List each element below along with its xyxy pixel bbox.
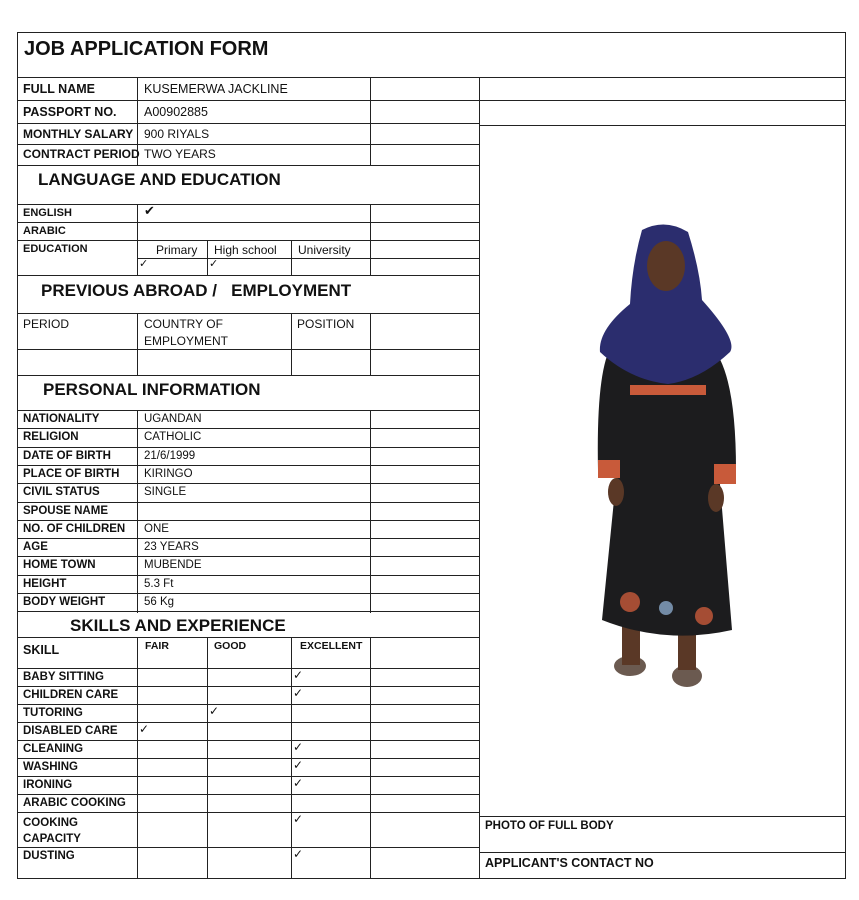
right-top-row-line-2 — [479, 125, 846, 126]
personal-row-label: AGE — [23, 541, 48, 554]
left-hand — [608, 478, 624, 506]
applicant-photo — [590, 220, 740, 695]
education-high-school: High school — [214, 243, 277, 257]
row-line — [17, 502, 479, 503]
skill-row-label: WASHING — [23, 761, 78, 773]
col-line — [207, 240, 208, 275]
row-line — [17, 668, 479, 669]
abroad-section-title: PREVIOUS ABROAD / EMPLOYMENT — [41, 281, 352, 300]
skill-check-excellent: ✓ — [293, 668, 304, 682]
skill-check-excellent: ✓ — [293, 740, 304, 754]
language-section-title: LANGUAGE AND EDUCATION — [38, 170, 281, 189]
good-header: GOOD — [214, 640, 247, 652]
personal-row-label: PLACE OF BIRTH — [23, 467, 120, 480]
row-line — [17, 740, 479, 741]
passport-label: PASSPORT NO. — [23, 105, 117, 119]
arabic-label: ARABIC — [23, 225, 66, 237]
row-line — [17, 165, 479, 166]
contact-label: APPLICANT'S CONTACT NO — [485, 856, 654, 870]
left-cuff — [598, 460, 620, 478]
personal-row-label: SPOUSE NAME — [23, 504, 108, 517]
skill-check-excellent: ✓ — [293, 812, 304, 826]
personal-row-label: NO. OF CHILDREN — [23, 522, 126, 535]
skill-check-excellent: ✓ — [293, 686, 304, 700]
skill-check-excellent: ✓ — [293, 847, 304, 861]
skill-row-label: ARABIC COOKING — [23, 797, 126, 809]
belt — [630, 385, 706, 395]
row-line — [17, 611, 479, 612]
skill-row-label: COOKING CAPACITY — [23, 817, 81, 845]
row-line — [17, 375, 479, 376]
right-hand — [708, 484, 724, 512]
skill-row-label: DUSTING — [23, 850, 75, 862]
personal-row-label: HEIGHT — [23, 577, 67, 590]
row-line — [17, 520, 479, 521]
fair-header: FAIR — [145, 640, 169, 652]
col-line — [370, 410, 371, 613]
col-line — [137, 313, 138, 375]
full-name-value: KUSEMERWA JACKLINE — [144, 82, 288, 96]
row-line — [17, 447, 479, 448]
personal-row-value: UGANDAN — [144, 413, 202, 425]
high-school-check: ✓ — [209, 258, 219, 270]
abroad-country-header: COUNTRY OF EMPLOYMENT — [144, 317, 229, 348]
skill-row-label: TUTORING — [23, 707, 83, 719]
personal-row-value: 5.3 Ft — [144, 577, 174, 590]
right-top-row-line — [479, 100, 846, 101]
personal-row-value: ONE — [144, 522, 169, 535]
salary-value: 900 RIYALS — [144, 127, 210, 141]
row-line — [17, 222, 479, 223]
personal-row-label: DATE OF BIRTH — [23, 449, 111, 462]
row-line — [17, 275, 479, 276]
row-line — [17, 686, 479, 687]
row-line — [17, 100, 479, 101]
skill-row-label: DISABLED CARE — [23, 725, 118, 737]
contract-label: CONTRACT PERIOD — [23, 147, 140, 161]
left-right-split — [479, 77, 480, 879]
personal-row-value: 56 Kg — [144, 596, 175, 608]
embroidery — [695, 607, 713, 625]
title-divider — [17, 77, 846, 78]
row-line — [137, 258, 479, 259]
passport-value: A00902885 — [144, 105, 208, 119]
row-line — [17, 593, 479, 594]
personal-row-label: RELIGION — [23, 431, 79, 444]
salary-label: MONTHLY SALARY — [23, 127, 134, 141]
skill-row-label: IRONING — [23, 779, 73, 791]
row-line — [17, 776, 479, 777]
right-cuff — [714, 464, 736, 484]
skill-header: SKILL — [23, 643, 60, 657]
skills-section-title: SKILLS AND EXPERIENCE — [70, 616, 286, 635]
row-line — [17, 428, 479, 429]
col-line — [137, 410, 138, 613]
full-name-label: FULL NAME — [23, 82, 95, 96]
personal-row-value: CATHOLIC — [144, 431, 202, 444]
education-university: University — [298, 243, 351, 257]
left-leg — [622, 625, 640, 665]
english-label: ENGLISH — [23, 207, 72, 219]
row-line — [17, 313, 479, 314]
row-line — [17, 722, 479, 723]
excellent-header: EXCELLENT — [300, 640, 363, 652]
row-line — [17, 204, 479, 205]
row-line — [17, 240, 479, 241]
row-line — [17, 538, 479, 539]
row-line — [17, 704, 479, 705]
personal-row-value: KIRINGO — [144, 467, 193, 480]
personal-row-label: HOME TOWN — [23, 559, 96, 572]
abroad-period-header: PERIOD — [23, 317, 70, 331]
embroidery — [620, 592, 640, 612]
education-label: EDUCATION — [23, 243, 88, 255]
row-line — [17, 410, 479, 411]
education-primary: Primary — [156, 243, 198, 257]
row-line — [17, 123, 479, 124]
skill-check-excellent: ✓ — [293, 776, 304, 790]
photo-caption-line — [479, 816, 846, 817]
col-line — [137, 204, 138, 275]
skill-row-label: CHILDREN CARE — [23, 689, 119, 701]
photo-caption: PHOTO OF FULL BODY — [485, 820, 614, 832]
personal-row-label: CIVIL STATUS — [23, 486, 100, 499]
col-line — [370, 204, 371, 275]
contract-value: TWO YEARS — [144, 147, 216, 161]
primary-check: ✓ — [139, 258, 149, 270]
row-line — [17, 637, 479, 638]
row-line — [17, 144, 479, 145]
skill-row-label: BABY SITTING — [23, 671, 104, 683]
personal-row-label: NATIONALITY — [23, 413, 100, 425]
row-line — [17, 812, 479, 813]
row-line — [17, 465, 479, 466]
personal-row-label: BODY WEIGHT — [23, 596, 106, 608]
skill-row-label: CLEANING — [23, 743, 84, 755]
right-leg — [678, 630, 696, 670]
row-line — [17, 758, 479, 759]
row-line — [17, 575, 479, 576]
english-check: ✔ — [144, 203, 155, 218]
personal-row-value: SINGLE — [144, 486, 187, 499]
form-title: JOB APPLICATION FORM — [24, 38, 269, 60]
row-line — [17, 556, 479, 557]
face — [647, 241, 685, 291]
personal-section-title: PERSONAL INFORMATION — [43, 380, 261, 399]
embroidery — [659, 601, 673, 615]
row-line — [17, 483, 479, 484]
row-line — [17, 794, 479, 795]
col-line-3 — [370, 77, 371, 165]
personal-row-value: 23 YEARS — [144, 541, 199, 554]
abroad-position-header: POSITION — [297, 317, 355, 331]
skill-check-good: ✓ — [209, 704, 220, 718]
skill-check-excellent: ✓ — [293, 758, 304, 772]
col-line — [291, 240, 292, 275]
col-line — [370, 313, 371, 375]
row-line — [17, 847, 479, 848]
skill-check-fair: ✓ — [139, 722, 150, 736]
personal-row-value: 21/6/1999 — [144, 449, 196, 462]
contact-line — [479, 852, 846, 853]
personal-row-value: MUBENDE — [144, 559, 202, 572]
col-line — [291, 313, 292, 375]
